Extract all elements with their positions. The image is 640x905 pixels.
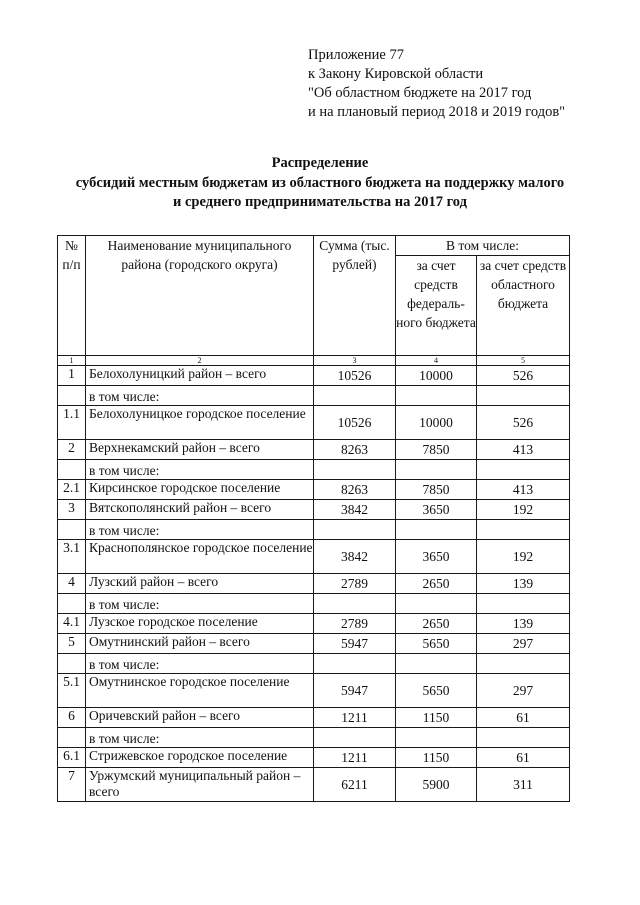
row-name: в том числе:: [86, 654, 314, 674]
row-regional: 297: [477, 634, 570, 654]
column-number: 1: [58, 356, 86, 366]
row-sum: [314, 728, 396, 748]
row-number: 1: [58, 366, 86, 386]
table-subheader-row: [58, 460, 570, 480]
row-name: Омутнинский район – всего: [86, 634, 314, 654]
table-subheader-row: [58, 520, 570, 540]
subsidy-table: [57, 235, 570, 802]
row-number: 6: [58, 708, 86, 728]
table-subheader-row: [58, 728, 570, 748]
row-regional: [477, 728, 570, 748]
row-number: 3.1: [58, 540, 86, 574]
table-row: [58, 748, 570, 768]
row-sum: [314, 386, 396, 406]
row-sum: 3842: [314, 500, 396, 520]
row-federal: 5650: [396, 674, 477, 708]
row-regional: 61: [477, 708, 570, 728]
row-federal: 1150: [396, 748, 477, 768]
row-regional: [477, 520, 570, 540]
table-row: [58, 674, 570, 708]
row-regional: [477, 594, 570, 614]
row-name: Кирсинское городское поселение: [86, 480, 314, 500]
row-federal: [396, 520, 477, 540]
row-name: в том числе:: [86, 460, 314, 480]
table-row: [58, 614, 570, 634]
row-number: [58, 728, 86, 748]
row-name: Белохолуницкий район – всего: [86, 366, 314, 386]
row-regional: 192: [477, 540, 570, 574]
row-sum: 10526: [314, 406, 396, 440]
column-number: 3: [314, 356, 396, 366]
row-regional: 311: [477, 768, 570, 802]
row-name: в том числе:: [86, 386, 314, 406]
row-name: в том числе:: [86, 520, 314, 540]
row-number: 2: [58, 440, 86, 460]
title-line: субсидий местным бюджетам из областного бюджета на поддержку малого: [75, 174, 565, 191]
table-row: [58, 540, 570, 574]
row-number: 5: [58, 634, 86, 654]
row-regional: 413: [477, 480, 570, 500]
row-federal: 7850: [396, 480, 477, 500]
row-sum: [314, 594, 396, 614]
row-name: Уржумский муниципальный район – всего: [86, 768, 314, 802]
row-federal: 5900: [396, 768, 477, 802]
row-federal: [396, 460, 477, 480]
row-number: [58, 654, 86, 674]
table-row: [58, 366, 570, 386]
row-sum: [314, 460, 396, 480]
row-federal: 2650: [396, 574, 477, 594]
row-name: в том числе:: [86, 594, 314, 614]
row-federal: 3650: [396, 500, 477, 520]
row-federal: 10000: [396, 366, 477, 386]
row-sum: 8263: [314, 440, 396, 460]
row-regional: 61: [477, 748, 570, 768]
row-number: 4: [58, 574, 86, 594]
header-num: № п/п: [58, 236, 86, 356]
row-federal: [396, 654, 477, 674]
row-number: 7: [58, 768, 86, 802]
row-sum: 5947: [314, 634, 396, 654]
row-name: Оричевский район – всего: [86, 708, 314, 728]
row-regional: 297: [477, 674, 570, 708]
row-number: 1.1: [58, 406, 86, 440]
row-federal: [396, 728, 477, 748]
title-line: Распределение: [271, 155, 369, 171]
table-row: [58, 440, 570, 460]
document-title: [40, 154, 600, 213]
table-row: [58, 634, 570, 654]
row-sum: 8263: [314, 480, 396, 500]
appendix-line: Приложение 77: [308, 47, 404, 63]
appendix-line: "Об областном бюджете на 2017 год: [308, 85, 532, 101]
row-regional: 413: [477, 440, 570, 460]
table-subheader-row: [58, 654, 570, 674]
row-sum: 2789: [314, 614, 396, 634]
row-name: Омутнинское городское поселение: [86, 674, 314, 708]
row-name: Стрижевское городское поселение: [86, 748, 314, 768]
table-row: [58, 406, 570, 440]
row-federal: 7850: [396, 440, 477, 460]
row-number: 2.1: [58, 480, 86, 500]
row-number: [58, 386, 86, 406]
header-name: Наименование муниципального района (городского округа): [86, 236, 314, 356]
row-federal: 10000: [396, 406, 477, 440]
header-including: В том числе:: [396, 236, 570, 256]
table-subheader-row: [58, 594, 570, 614]
row-sum: 6211: [314, 768, 396, 802]
row-name: Белохолуницкое городское поселение: [86, 406, 314, 440]
row-regional: 139: [477, 574, 570, 594]
row-number: 4.1: [58, 614, 86, 634]
row-regional: 139: [477, 614, 570, 634]
row-name: Вятскополянский район – всего: [86, 500, 314, 520]
table-row: [58, 480, 570, 500]
column-number: 4: [396, 356, 477, 366]
row-regional: 192: [477, 500, 570, 520]
row-sum: [314, 654, 396, 674]
row-name: в том числе:: [86, 728, 314, 748]
title-line: и среднего предпринимательства на 2017 год: [173, 194, 467, 210]
row-sum: 3842: [314, 540, 396, 574]
row-name: Лузское городское поселение: [86, 614, 314, 634]
appendix-line: к Закону Кировской области: [308, 66, 484, 82]
row-federal: 2650: [396, 614, 477, 634]
row-regional: 526: [477, 366, 570, 386]
table-subheader-row: [58, 386, 570, 406]
row-name: Краснополянское городское поселение: [86, 540, 314, 574]
row-sum: 1211: [314, 748, 396, 768]
row-regional: [477, 460, 570, 480]
row-name: Верхнекамский район – всего: [86, 440, 314, 460]
row-federal: 3650: [396, 540, 477, 574]
row-sum: [314, 520, 396, 540]
row-number: [58, 594, 86, 614]
row-federal: [396, 386, 477, 406]
row-sum: 2789: [314, 574, 396, 594]
row-federal: 1150: [396, 708, 477, 728]
table-row: [58, 708, 570, 728]
row-federal: [396, 594, 477, 614]
header-federal: за счет средств федераль-ного бюджета: [396, 256, 477, 356]
row-federal: 5650: [396, 634, 477, 654]
header-sum: Сумма (тыс. рублей): [314, 236, 396, 356]
table-row: [58, 768, 570, 802]
column-number: 2: [86, 356, 314, 366]
row-regional: [477, 654, 570, 674]
row-number: [58, 520, 86, 540]
row-sum: 10526: [314, 366, 396, 386]
row-name: Лузский район – всего: [86, 574, 314, 594]
row-regional: 526: [477, 406, 570, 440]
table-row: [58, 574, 570, 594]
row-number: 5.1: [58, 674, 86, 708]
appendix-line: и на плановый период 2018 и 2019 годов": [308, 104, 566, 120]
row-number: 6.1: [58, 748, 86, 768]
column-number: 5: [477, 356, 570, 366]
appendix-note: [308, 46, 565, 122]
row-number: 3: [58, 500, 86, 520]
row-sum: 5947: [314, 674, 396, 708]
table-row: [58, 500, 570, 520]
row-number: [58, 460, 86, 480]
header-regional: за счет средств областного бюджета: [477, 256, 570, 356]
row-regional: [477, 386, 570, 406]
row-sum: 1211: [314, 708, 396, 728]
